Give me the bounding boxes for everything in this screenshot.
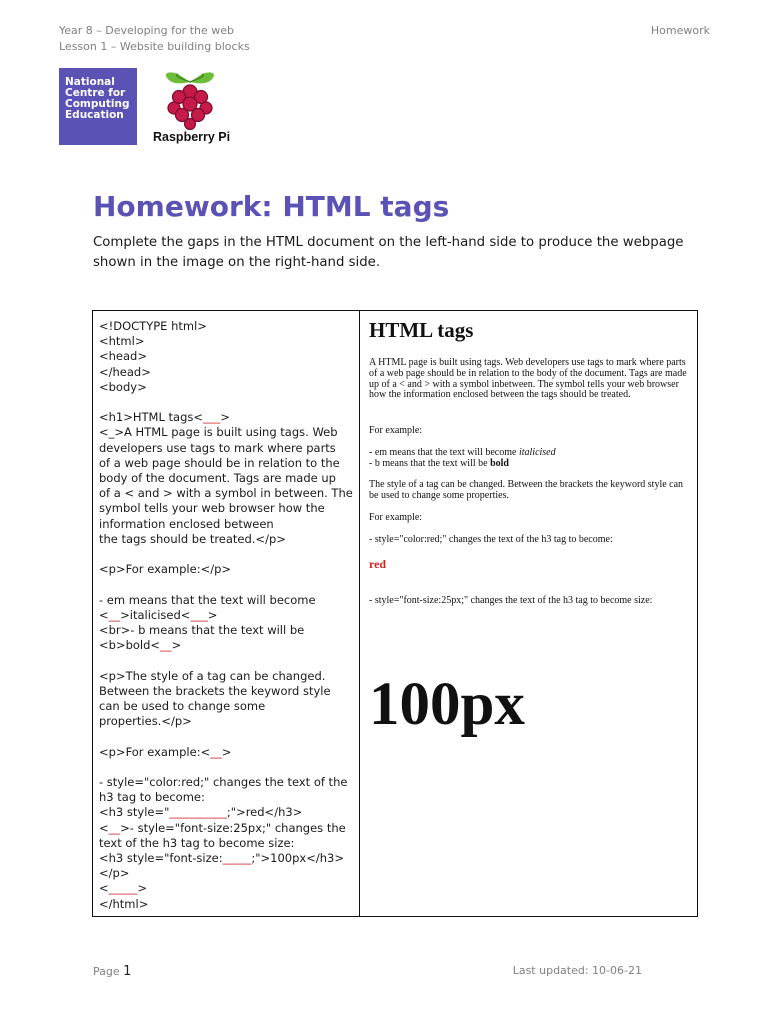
code-text: of a < and > with a symbol in between. The [99,486,353,501]
code-line [99,517,355,532]
code-line [99,319,355,334]
code-text: body of the document. Tags are made up [99,471,336,486]
code-line [99,866,355,881]
page-title: Homework: HTML tags [93,190,450,223]
code-text: <html> [99,334,145,349]
code-text: h3 tag to become: [99,790,205,805]
fill-in-blank: ___ [190,607,208,622]
raspberry-pi-wordmark: Raspberry Pi [153,130,231,144]
code-text: > [207,607,218,622]
code-text: <head> [99,349,147,364]
preview-b-line: - b means that the text will be bold [369,458,509,469]
code-line [99,365,355,380]
preview-bold-word: bold [490,458,509,469]
code-text: >italicised< [120,607,191,622]
code-text: ;">red</h3> [226,805,303,820]
code-text: symbol tells your web browser how the [99,501,325,516]
code-text: <h1>HTML tags< [99,410,204,425]
fill-in-blank: ___ [203,410,221,425]
code-line [99,821,355,836]
preview-paragraph-2: The style of a tag can be changed. Between the brackets the keyword style can be used to change some properties. [369,479,684,501]
code-blank-line [99,729,355,744]
html-code-column [99,319,355,912]
preview-100px-heading: 100px [369,671,525,738]
code-text: <p>For example:</p> [99,562,232,577]
code-line [99,745,355,760]
code-line [99,897,355,912]
code-text: - em means that the text will become [99,592,316,607]
code-blank-line [99,547,355,562]
code-line [99,775,355,790]
code-text: text of the h3 tag to become size: [99,835,295,850]
code-text: the tags should be treated.</p> [99,531,286,546]
code-line [99,471,355,486]
code-text: of a web page should be in relation to the [99,455,340,470]
code-line [99,608,355,623]
code-line [99,380,355,395]
code-text: <p>The style of a tag can be changed. [99,668,326,683]
code-line [99,699,355,714]
ncce-logo: National Centre for Computing Education [59,68,137,145]
code-text: <h3 style=" [99,805,170,820]
code-line [99,623,355,638]
header-doc-type: Homework [650,24,710,37]
fill-in-blank: __ [108,820,121,835]
code-line [99,805,355,820]
fill-in-blank: __ [160,638,172,653]
code-line [99,410,355,425]
code-line [99,501,355,516]
code-line [99,593,355,608]
preview-em-line: - em means that the text will become italicised [369,447,556,458]
code-line [99,790,355,805]
code-blank-line [99,760,355,775]
code-blank-line [99,395,355,410]
code-text: <body> [99,379,147,394]
code-line [99,486,355,501]
code-line [99,532,355,547]
code-text: <b>bold< [99,638,161,653]
last-updated: Last updated: 10-06-21 [512,964,642,977]
code-text: <br>- b means that the text will be [99,623,305,638]
fill-in-blank: _____ [222,851,252,866]
code-text: <_>A HTML page is built using tags. Web [99,425,338,440]
preview-red-heading: red [369,557,387,571]
code-text: > [171,638,182,653]
lesson-title: Lesson 1 – Website building blocks [59,40,250,53]
code-line [99,836,355,851]
fill-in-blank: __ [210,744,222,759]
code-text: ;">100px</h3> [251,851,344,866]
code-line [99,349,355,364]
code-blank-line [99,577,355,592]
preview-heading: HTML tags [369,318,474,342]
code-line [99,851,355,866]
fill-in-blank: __ [108,607,121,622]
preview-italic-word: italicised [518,447,556,458]
code-text: < [99,881,109,896]
code-text: < [99,607,109,622]
course-title: Year 8 – Developing for the web [59,24,234,37]
preview-paragraph-1: A HTML page is built using tags. Web developers use tags to mark where parts of a web page should be in relation to the body of the document. Tags are made up of a < and > with a symbol inbetween. The symbol tells your web browser how the information enclosed between the tags should be treated. [369,357,687,401]
code-line [99,638,355,653]
code-line [99,881,355,896]
code-line [99,334,355,349]
raspberry-icon [150,68,240,130]
page-number: Page 1 [93,964,132,979]
preview-example-2: For example: [369,512,423,523]
code-text: Between the brackets the keyword style [99,683,331,698]
code-text: <!DOCTYPE html> [99,319,207,333]
code-text: <p>For example:< [99,744,211,759]
code-text: > [221,744,232,759]
code-text: </html> [99,896,149,911]
fill-in-blank: __________ [169,805,227,820]
code-line [99,441,355,456]
code-line [99,684,355,699]
code-text: developers use tags to mark where parts [99,440,336,455]
preview-size-line: - style="font-size:25px;" changes the text of the h3 tag to become size: [369,595,653,606]
code-line [99,714,355,729]
code-text: - style="color:red;" changes the text of the [99,775,348,789]
code-line [99,562,355,577]
code-line [99,425,355,440]
code-text: information enclosed between [99,516,274,531]
preview-example-1: For example: [369,425,423,436]
header-course-info [59,23,250,55]
exercise-table [92,310,698,917]
code-blank-line [99,653,355,668]
code-text: can be used to change some [99,699,266,714]
code-text: </head> [99,364,151,379]
column-divider [359,311,360,916]
code-text: </p> [99,866,130,881]
code-text: < [99,820,109,835]
code-line [99,456,355,471]
code-text: <h3 style="font-size: [99,851,223,866]
preview-color-line: - style="color:red;" changes the text of the h3 tag to become: [369,534,613,545]
code-text: properties.</p> [99,714,192,729]
code-text: > [137,881,148,896]
code-text: > [220,410,230,425]
code-text: >- style="font-size:25px;" changes the [120,820,346,835]
instructions: Complete the gaps in the HTML document on the left-hand side to produce the webpage shown in the image on the right-hand side. [93,235,684,270]
raspberry-pi-logo [150,68,240,148]
fill-in-blank: _____ [108,881,138,896]
code-line [99,669,355,684]
